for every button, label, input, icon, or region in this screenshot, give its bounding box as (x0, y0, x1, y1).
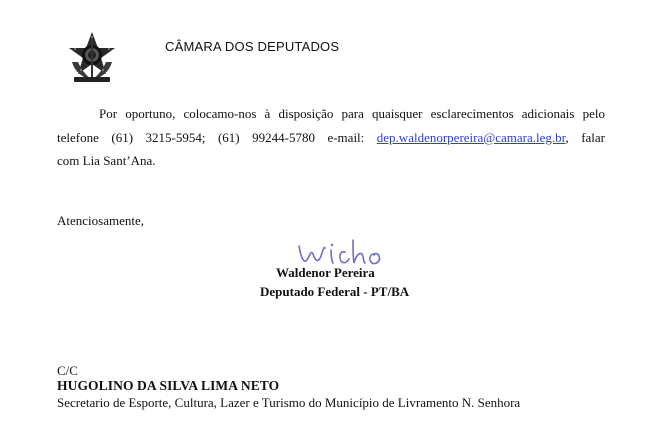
closing-salutation: Atenciosamente, (57, 213, 144, 228)
cc-recipient-name: HUGOLINO DA SILVA LIMA NETO (57, 378, 280, 393)
cc-recipient-role: Secretario de Esporte, Cultura, Lazer e Turismo do Município de Livramento N. Senhora (57, 395, 521, 410)
coat-of-arms-icon (62, 28, 122, 88)
email-link[interactable]: dep.waldenorpereira@camara.leg.br (376, 129, 566, 145)
cc-label: C/C (57, 363, 78, 378)
signer-name: Waldenor Pereira (276, 265, 375, 280)
body-line-2 (57, 126, 605, 150)
signer-role: Deputado Federal - PT/BA (260, 284, 410, 299)
body-line-2-suffix: , falar (565, 129, 605, 145)
body-line-2-prefix: telefone (61) 3215-5954; (61) 99244-5780 e-mail: (57, 129, 377, 145)
body-line-1: Por oportuno, colocamo-nos à disposição para quaisquer esclarecimentos adicionais pelo (99, 106, 605, 121)
body-line-3: com Lia Sant’Ana. (57, 153, 156, 168)
body-paragraph (57, 102, 605, 173)
institution-title: CÂMARA DOS DEPUTADOS (165, 39, 340, 54)
